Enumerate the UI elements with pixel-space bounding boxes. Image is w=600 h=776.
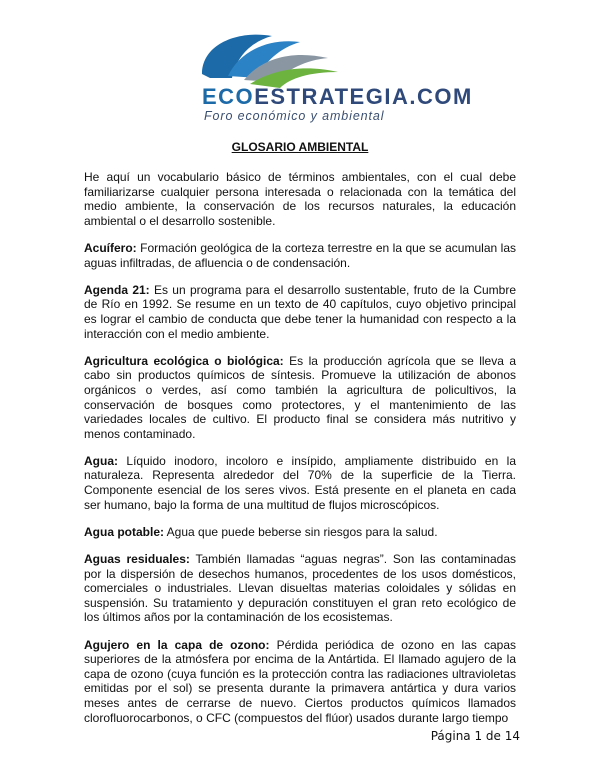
glossary-definition: Líquido inodoro, incoloro e insípido, ampliamente distribuido en la naturaleza. Representa alrededor del 70% de la superficie de la Tierra. Componente esencial de los seres vivos. Está presente en el planeta en cada ser humano, bajo la forma de una multitud de flujos microscópicos. (84, 453, 516, 512)
glossary-term: Agricultura ecológica o biológica: (84, 353, 284, 368)
page-number: Página 1 de 14 (430, 729, 520, 743)
glossary-entry-agua-potable (84, 525, 516, 540)
glossary-definition: También llamadas “aguas negras”. Son las contaminadas por la dispersión de desechos humanos, procedentes de los usos domésticos, comerciales o industriales. Llevan disueltas materias coloidales y sólidas en suspensión. Su tratamiento y depuración constituyen el gran reto ecológico de los últimos años por la contaminación de los ecosistemas. (84, 552, 516, 625)
glossary-entry-agua (84, 454, 516, 512)
glossary-definition: Agua que puede beberse sin riesgos para la salud. (164, 524, 438, 539)
glossary-entry-agenda-21 (84, 283, 516, 341)
logo-wordmark: ECOESTRATEGIA.COM (202, 84, 473, 109)
glossary-term: Agua potable: (84, 524, 164, 539)
glossary-definition: Formación geológica de la corteza terrestre en la que se acumulan las aguas infiltradas, de afluencia o de condensación. (84, 240, 516, 270)
glossary-entry-aguas-residuales (84, 552, 516, 625)
glossary-term: Agujero en la capa de ozono: (84, 637, 270, 652)
site-logo (200, 30, 473, 123)
glossary-entry-agricultura-ecologica (84, 354, 516, 442)
glossary-definition: Pérdida periódica de ozono en las capas superiores de la atmósfera por encima de la Antártida. El llamado agujero de la capa de ozono (cuya función es la protección contra las radiaciones ultravioletas emitidas por el sol) se presenta durante la primavera antártica y dura varios meses antes de cerrarse de nuevo. Ciertos productos químicos llamados clorofluorocarbonos, o CFC (compuestos del flúor) usados durante largo tiempo (84, 637, 517, 725)
logo-emblem-icon (200, 30, 400, 90)
document-body (84, 170, 516, 738)
intro-paragraph: He aquí un vocabulario básico de términos ambientales, con el cual debe familiarizarse cualquier persona interesada o relacionada con la temática del medio ambiente, la conservación de los recursos naturales, la educación ambiental o el desarrollo sostenible. (84, 170, 516, 228)
glossary-definition: Es la producción agrícola que se lleva a cabo sin productos químicos de síntesis. Promueve la utilización de abonos orgánicos o verdes, así como también la agricultura de policultivos, la conservación de bosques como protectores, y el mantenimiento de las variedades locales de cultivo. El producto final se considera más nutritivo y menos contaminado. (84, 353, 517, 441)
glossary-definition: Es un programa para el desarrollo sustentable, fruto de la Cumbre de Río en 1992. Se resume en un texto de 40 capítulos, cuyo objetivo principal es lograr el cambio de conducta que debe tener la humanidad con respecto a la interacción con el medio ambiente. (84, 282, 516, 341)
document-title: GLOSARIO AMBIENTAL (231, 140, 369, 154)
glossary-term: Agua: (84, 453, 118, 468)
glossary-term: Aguas residuales: (84, 552, 190, 567)
logo-tagline: Foro económico y ambiental (204, 109, 385, 123)
glossary-entry-agujero-ozono (84, 638, 516, 726)
glossary-entry-acuifero (84, 241, 516, 270)
glossary-term: Agenda 21: (84, 282, 150, 297)
glossary-term: Acuífero: (84, 240, 137, 255)
